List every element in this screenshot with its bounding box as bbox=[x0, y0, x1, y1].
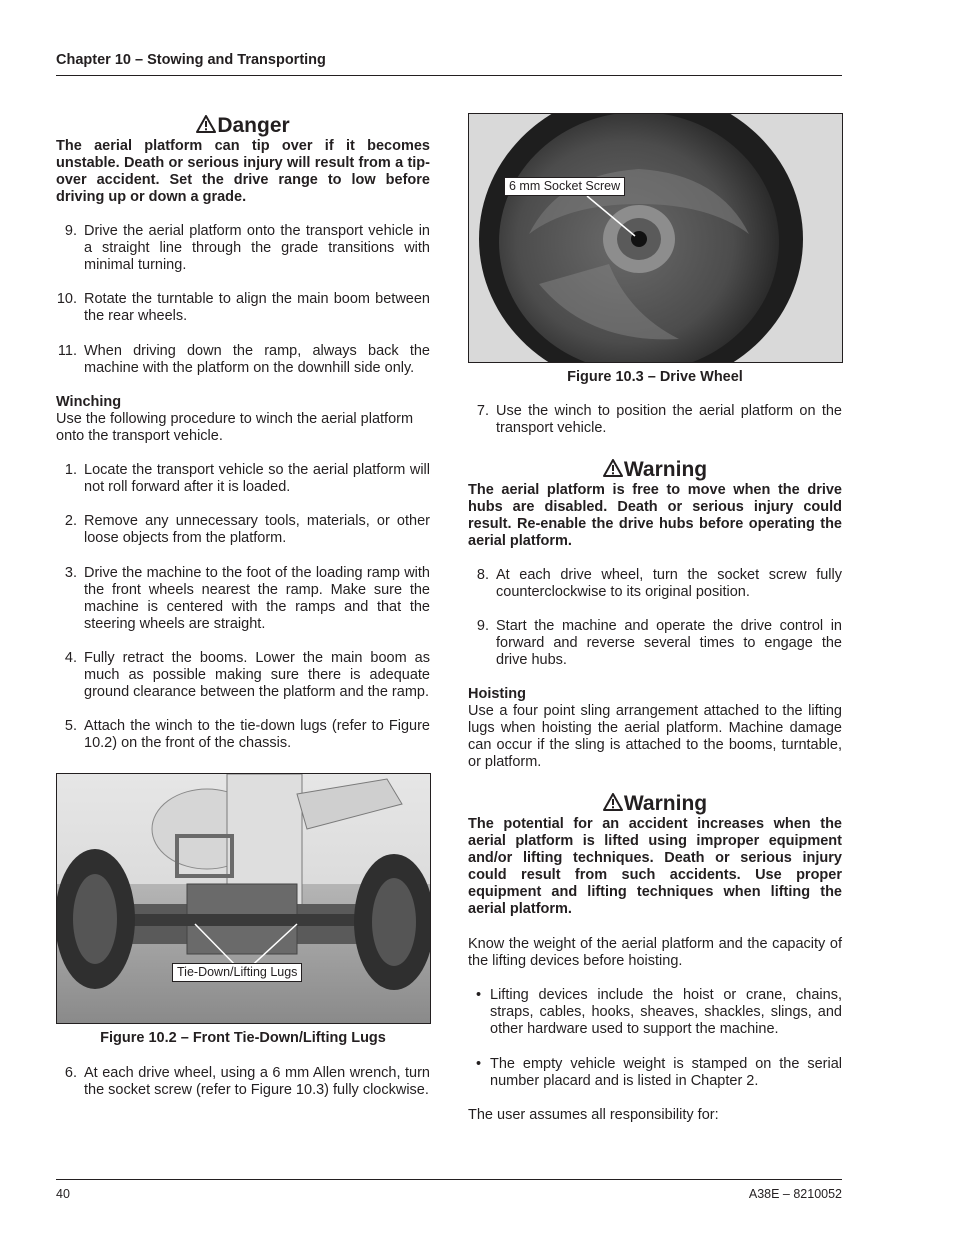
step-text: When driving down the ramp, always back the machine with the platform on the downhill side only. bbox=[84, 343, 430, 376]
warning-title-2: Warning bbox=[623, 792, 708, 815]
step-text: Drive the machine to the foot of the loading ramp with the front wheels nearest the ramp. Make sure the machine is centered with the ramps and that the steering wheels are straight. bbox=[84, 565, 430, 632]
list-item bbox=[56, 513, 430, 547]
left-column bbox=[56, 114, 430, 1099]
list-item bbox=[56, 223, 430, 274]
list-item bbox=[468, 618, 842, 669]
bullet-dot: • bbox=[476, 1056, 482, 1072]
footer-rule bbox=[56, 1179, 842, 1180]
steps-list-c bbox=[56, 1065, 430, 1099]
steps-list-a bbox=[56, 223, 430, 377]
step-number: 1. bbox=[64, 462, 77, 478]
page-number: 40 bbox=[56, 1187, 70, 1201]
figure-10-2-caption: Figure 10.2 – Front Tie-Down/Lifting Lugs bbox=[100, 1030, 386, 1046]
warning-heading-2 bbox=[468, 792, 842, 816]
step-number: 7. bbox=[476, 403, 489, 419]
step-text: Use the winch to position the aerial platform on the transport vehicle. bbox=[496, 403, 842, 436]
list-item bbox=[56, 650, 430, 701]
hoisting-heading: Hoisting bbox=[468, 686, 526, 702]
drive-wheel-photo-illustration bbox=[469, 114, 842, 362]
socket-screw-callout: 6 mm Socket Screw bbox=[504, 177, 625, 196]
list-item bbox=[468, 567, 842, 601]
step-number: 3. bbox=[64, 565, 77, 581]
warning-title-1: Warning bbox=[623, 458, 708, 481]
list-item bbox=[56, 565, 430, 633]
warning-triangle-icon bbox=[196, 115, 216, 133]
hoisting-text: Use a four point sling arrangement attached to the lifting lugs when hoisting the aerial platform. Machine damage can occur if the sling is attached to the booms, turntable, or platform. bbox=[468, 703, 842, 770]
chapter-header: Chapter 10 – Stowing and Transporting bbox=[56, 52, 326, 68]
danger-heading bbox=[56, 114, 430, 138]
warning-text-1: The aerial platform is free to move when the drive hubs are disabled. Death or serious injury could result. Re-enable the drive hubs before operating the aerial platform. bbox=[468, 482, 842, 549]
step-text: At each drive wheel, using a 6 mm Allen wrench, turn the socket screw (refer to Figure 10.3) fully clockwise. bbox=[84, 1065, 430, 1098]
step-text: Fully retract the booms. Lower the main boom as much as possible making sure there is adequate ground clearance between the platform and the ramp. bbox=[84, 650, 430, 700]
step-text: Remove any unnecessary tools, materials, or other loose objects from the platform. bbox=[84, 513, 430, 546]
winching-intro: Use the following procedure to winch the aerial platform onto the transport vehicle. bbox=[56, 411, 414, 444]
step-text: Locate the transport vehicle so the aerial platform will not roll forward after it is loaded. bbox=[84, 462, 430, 495]
tie-down-photo-illustration bbox=[57, 774, 430, 1023]
figure-10-3-caption: Figure 10.3 – Drive Wheel bbox=[567, 369, 743, 385]
list-item bbox=[56, 343, 430, 377]
danger-title: Danger bbox=[217, 114, 290, 137]
step-text: At each drive wheel, turn the socket screw fully counterclockwise to its original position. bbox=[496, 567, 842, 600]
warning-text-2: The potential for an accident increases when the aerial platform is lifted using improper equipment and/or lifting techniques. Death or serious injury could result from such accidents. Use proper equipment and lifting techniques when lifting the aerial platform. bbox=[468, 816, 842, 917]
warning-triangle-icon bbox=[603, 793, 623, 811]
step-number: 6. bbox=[64, 1065, 77, 1081]
bullet-text: The empty vehicle weight is stamped on the serial number placard and is listed in Chapter 2. bbox=[490, 1056, 842, 1089]
document-number: A38E – 8210052 bbox=[748, 1187, 842, 1201]
list-item bbox=[56, 1065, 430, 1099]
step-number: 10. bbox=[56, 291, 77, 307]
figure-10-2-photo bbox=[56, 773, 431, 1024]
step-text: Drive the aerial platform onto the transport vehicle in a straight line through the grade transitions with minimal turning. bbox=[84, 223, 430, 273]
step-number: 9. bbox=[476, 618, 489, 634]
steps-list-d bbox=[468, 403, 842, 437]
step-number: 11. bbox=[57, 343, 77, 359]
warning-triangle-icon bbox=[603, 459, 623, 477]
step-text: Start the machine and operate the drive control in forward and reverse several times to engage the drive hubs. bbox=[496, 618, 842, 668]
steps-list-e bbox=[468, 567, 842, 669]
step-text: Attach the winch to the tie-down lugs (refer to Figure 10.2) on the front of the chassis. bbox=[84, 718, 430, 751]
list-item bbox=[56, 718, 430, 752]
step-number: 4. bbox=[64, 650, 77, 666]
warning-heading-1 bbox=[468, 458, 842, 482]
step-number: 5. bbox=[64, 718, 77, 734]
tie-down-callout: Tie-Down/Lifting Lugs bbox=[172, 963, 302, 982]
bullet-dot: • bbox=[476, 987, 482, 1003]
list-item bbox=[468, 987, 842, 1038]
list-item bbox=[56, 291, 430, 325]
steps-list-b bbox=[56, 462, 430, 752]
bullet-text: Lifting devices include the hoist or crane, chains, straps, cables, hooks, sheaves, shackles, slings, and other hardware used to support the machine. bbox=[490, 987, 842, 1037]
list-item bbox=[468, 1056, 842, 1090]
closing-text: The user assumes all responsibility for: bbox=[468, 1107, 719, 1123]
danger-text: The aerial platform can tip over if it becomes unstable. Death or serious injury will result from a tip-over accident. Set the drive range to low before driving up or down a grade. bbox=[56, 138, 430, 205]
header-rule bbox=[56, 75, 842, 76]
step-text: Rotate the turntable to align the main boom between the rear wheels. bbox=[84, 291, 430, 324]
bullet-list bbox=[468, 987, 842, 1090]
know-weight-text: Know the weight of the aerial platform and the capacity of the lifting devices before hoisting. bbox=[468, 936, 842, 969]
winching-heading: Winching bbox=[56, 394, 122, 410]
step-number: 2. bbox=[64, 513, 77, 529]
right-column bbox=[468, 113, 842, 1124]
list-item bbox=[56, 462, 430, 496]
figure-10-3-photo bbox=[468, 113, 843, 363]
step-number: 8. bbox=[476, 567, 489, 583]
step-number: 9. bbox=[64, 223, 77, 239]
list-item bbox=[468, 403, 842, 437]
